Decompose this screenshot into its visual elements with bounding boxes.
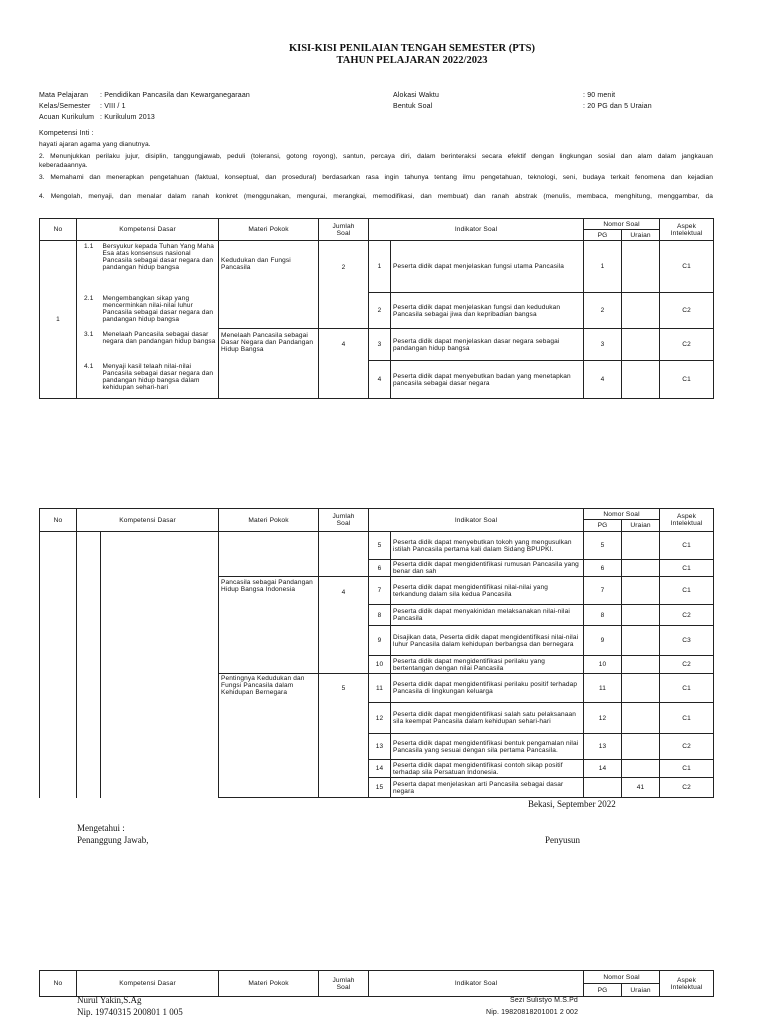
- indikator-number: 8: [369, 605, 391, 626]
- header-nomor-soal: Nomor Soal: [584, 219, 660, 230]
- nomor-soal-uraian: 41: [622, 778, 660, 798]
- kisi-kisi-table-page-3: [39, 970, 714, 997]
- nomor-soal-pg: 11: [584, 674, 622, 703]
- no-cell: 1: [40, 241, 77, 399]
- header-indikator: Indikator Soal: [369, 971, 584, 997]
- signer-1-nip: Nip. 19740315 200801 1 005: [77, 1007, 183, 1017]
- header-jumlah: Jumlah Soal: [319, 219, 369, 241]
- aspek-intelektual: C2: [660, 734, 714, 760]
- materi-pokok: Pentingnya Kedudukan dan Fungsi Pancasila dalam Kehidupan Bernegara: [219, 674, 319, 798]
- materi-pokok: Kedudukan dan Fungsi Pancasila: [219, 241, 319, 329]
- indikator-number: 12: [369, 703, 391, 734]
- indikator-number: 10: [369, 656, 391, 674]
- header-aspek: Aspek Intelektual: [660, 971, 714, 997]
- acuan-kurikulum-value: : Kurikulum 2013: [100, 114, 155, 121]
- indikator-text: Peserta didik dapat menjelaskan dasar negara sebagai pandangan hidup bangsa: [391, 329, 584, 361]
- table-header: [40, 971, 714, 997]
- table-row: [40, 241, 714, 293]
- nomor-soal-pg: 4: [584, 361, 622, 399]
- jumlah-soal: [319, 532, 369, 577]
- aspek-intelektual: C1: [660, 361, 714, 399]
- kisi-kisi-table-page-1: [39, 218, 714, 399]
- kelas-semester-label: Kelas/Semester: [39, 103, 91, 110]
- nomor-soal-pg: 3: [584, 329, 622, 361]
- nomor-soal-pg: 5: [584, 532, 622, 560]
- header-kd: Kompetensi Dasar: [77, 509, 219, 532]
- header-uraian: Uraian: [622, 520, 660, 532]
- table-body: [40, 532, 714, 798]
- header-nomor-soal: Nomor Soal: [584, 509, 660, 520]
- indikator-text: Peserta didik dapat mengidentifikasi salah satu pelaksanaan sila keempat Pancasila dalam kehidupan sehari-hari: [391, 703, 584, 734]
- jumlah-soal: 4: [319, 329, 369, 399]
- nomor-soal-uraian: [622, 760, 660, 778]
- nomor-soal-uraian: [622, 703, 660, 734]
- kd-text: Menelaah Pancasila sebagai dasar negara dan pandangan hidup bangsa: [101, 329, 219, 361]
- mata-pelajaran-value: : Pendidikan Pancasila dan Kewarganegaraan: [100, 92, 250, 99]
- indikator-text: Peserta didik dapat menyebutkan tokoh yang mengusulkan istilah Pancasila pertama kali dalam Sidang BPUPKI.: [391, 532, 584, 560]
- aspek-intelektual: C2: [660, 293, 714, 329]
- header-materi: Materi Pokok: [219, 509, 319, 532]
- penyusun-label: Penyusun: [545, 835, 581, 845]
- nomor-soal-uraian: [622, 241, 660, 293]
- header-kd: Kompetensi Dasar: [77, 971, 219, 997]
- table-header: [40, 509, 714, 532]
- jumlah-soal: 5: [319, 674, 369, 798]
- kisi-kisi-table-page-2: [39, 508, 714, 798]
- indikator-number: 13: [369, 734, 391, 760]
- aspek-intelektual: C1: [660, 577, 714, 605]
- nomor-soal-pg: 9: [584, 626, 622, 656]
- kd-number-cell: [77, 532, 101, 798]
- indikator-text: Peserta didik dapat mengidentifikasi rumusan Pancasila yang benar dan sah: [391, 560, 584, 577]
- table-body: [40, 241, 714, 399]
- nomor-soal-uraian: [622, 293, 660, 329]
- header-materi: Materi Pokok: [219, 971, 319, 997]
- table-row: [40, 532, 714, 560]
- signer-2-name: Sezi Sulistyo M.S.Pd: [510, 997, 578, 1004]
- kd-number: 4.1: [77, 361, 101, 399]
- nomor-soal-uraian: [622, 361, 660, 399]
- nomor-soal-pg: 8: [584, 605, 622, 626]
- nomor-soal-pg: 13: [584, 734, 622, 760]
- header-indikator: Indikator Soal: [369, 219, 584, 241]
- indikator-number: 11: [369, 674, 391, 703]
- table-row: [40, 329, 714, 361]
- nomor-soal-pg: 2: [584, 293, 622, 329]
- mengetahui-label: Mengetahui :: [77, 823, 125, 833]
- table-header-row: [40, 219, 714, 230]
- alokasi-waktu-label: Alokasi Waktu: [393, 92, 440, 99]
- jumlah-soal: 2: [319, 241, 369, 329]
- kd-number: 1.1: [77, 241, 101, 293]
- indikator-text: Peserta didik dapat menyebutkan badan yang menetapkan pancasila sebagai dasar negara: [391, 361, 584, 399]
- jumlah-soal: 4: [319, 577, 369, 674]
- kd-number: 3.1: [77, 329, 101, 361]
- materi-pokok: [219, 532, 319, 577]
- kompetensi-inti-label: Kompetensi Inti :: [39, 130, 94, 137]
- kompetensi-inti-line-2: 2. Menunjukkan perilaku jujur, disiplin, tanggungjawab, peduli (toleransi, gotong royong), santun, percaya diri, dalam berinteraksi secara efektif dengan lingkungan sosial dan alam dalam jangkauan: [39, 153, 713, 160]
- no-cell: [40, 532, 77, 798]
- aspek-intelektual: C2: [660, 656, 714, 674]
- header-pg: PG: [584, 984, 622, 997]
- nomor-soal-uraian: [622, 532, 660, 560]
- header-pg: PG: [584, 520, 622, 532]
- indikator-text: Peserta didik dapat mengidentifikasi perilaku positif terhadap Pancasila di lingkungan keluarga: [391, 674, 584, 703]
- penanggung-jawab-label: Penanggung Jawab,: [77, 835, 149, 845]
- aspek-intelektual: C1: [660, 703, 714, 734]
- aspek-intelektual: C1: [660, 241, 714, 293]
- header-aspek: Aspek Intelektual: [660, 509, 714, 532]
- aspek-intelektual: C2: [660, 605, 714, 626]
- nomor-soal-pg: 12: [584, 703, 622, 734]
- table-row: [40, 361, 714, 399]
- nomor-soal-pg: 10: [584, 656, 622, 674]
- indikator-text: Peserta didik dapat mengidentifikasi contoh sikap positif terhadap sila Persatuan Indonesia.: [391, 760, 584, 778]
- indikator-text: Peserta didik dapat mengidentifikasi perilaku yang bertentangan dengan nilai Pancasila: [391, 656, 584, 674]
- nomor-soal-pg: 1: [584, 241, 622, 293]
- header-nomor-soal: Nomor Soal: [584, 971, 660, 984]
- header-jumlah: Jumlah Soal: [319, 509, 369, 532]
- indikator-number: 15: [369, 778, 391, 798]
- kd-text: Mengembangkan sikap yang mencerminkan nilai-nilai luhur Pancasila sebagai dasar negara dan pandangan hidup bangsa: [101, 293, 219, 329]
- indikator-text: Peserta didik dapat menyakinidan melaksanakan nilai-nilai Pancasila: [391, 605, 584, 626]
- header-aspek: Aspek Intelektual: [660, 219, 714, 241]
- indikator-number: 1: [369, 241, 391, 293]
- nomor-soal-pg: 14: [584, 760, 622, 778]
- indikator-number: 2: [369, 293, 391, 329]
- bentuk-soal-value: : 20 PG dan 5 Uraian: [583, 103, 652, 110]
- nomor-soal-uraian: [622, 656, 660, 674]
- nomor-soal-uraian: [622, 329, 660, 361]
- header-jumlah: Jumlah Soal: [319, 971, 369, 997]
- document-title: KISI-KISI PENILAIAN TENGAH SEMESTER (PTS): [288, 43, 536, 54]
- aspek-intelektual: C2: [660, 329, 714, 361]
- materi-pokok: Menelaah Pancasila sebagai Dasar Negara dan Pandangan Hidup Bangsa: [219, 329, 319, 399]
- kd-text: Bersyukur kepada Tuhan Yang Maha Esa atas konsensus nasional Pancasila sebagai dasar negara dan pandangan hidup bangsa: [101, 241, 219, 293]
- indikator-number: 9: [369, 626, 391, 656]
- indikator-number: 7: [369, 577, 391, 605]
- document-subtitle: TAHUN PELAJARAN 2022/2023: [336, 55, 488, 66]
- nomor-soal-pg: 7: [584, 577, 622, 605]
- indikator-number: 5: [369, 532, 391, 560]
- nomor-soal-uraian: [622, 626, 660, 656]
- kompetensi-inti-line-4: 4. Mengolah, menyaji, dan menalar dalam ranah konkret (menggunakan, mengurai, merangkai, memodifikasi, dan membuat) dan ranah abstrak (menulis, membaca, menghitung, menggambar, da: [39, 193, 713, 200]
- aspek-intelektual: C1: [660, 532, 714, 560]
- materi-pokok: Pancasila sebagai Pandangan Hidup Bangsa Indonesia: [219, 577, 319, 674]
- aspek-intelektual: C1: [660, 760, 714, 778]
- nomor-soal-uraian: [622, 560, 660, 577]
- header-uraian: Uraian: [622, 984, 660, 997]
- indikator-text: Peserta didik dapat mengidentifikasi bentuk pengamalan nilai Pancasila yang sesuai dengan sila pertama Pancasila.: [391, 734, 584, 760]
- kompetensi-inti-line-3: 3. Memahami dan menerapkan pengetahuan (faktual, konseptual, dan prosedural) berdasarkan rasa ingin tahunya tentang ilmu pengetahuan, teknologi, seni, budaya terkait fenomena dan kejadian: [39, 174, 713, 181]
- header-indikator: Indikator Soal: [369, 509, 584, 532]
- mata-pelajaran-label: Mata Pelajaran: [39, 92, 89, 99]
- header-no: No: [40, 219, 77, 241]
- header-no: No: [40, 971, 77, 997]
- acuan-kurikulum-label: Acuan Kurikulum: [39, 114, 95, 121]
- indikator-number: 6: [369, 560, 391, 577]
- header-pg: PG: [584, 230, 622, 241]
- indikator-number: 3: [369, 329, 391, 361]
- aspek-intelektual: C1: [660, 674, 714, 703]
- indikator-text: Peserta didik dapat menjelaskan fungsi dan kedudukan Pancasila sebagai jiwa dan kepribadian bangsa: [391, 293, 584, 329]
- table-header-row: [40, 971, 714, 984]
- kompetensi-inti-line-2-cont: keberadaannya.: [39, 162, 88, 169]
- table-row: [40, 293, 714, 329]
- indikator-text: Peserta didik dapat menjelaskan fungsi utama Pancasila: [391, 241, 584, 293]
- aspek-intelektual: C1: [660, 560, 714, 577]
- indikator-text: Disajikan data, Peserta didik dapat mengidentifikasi nilai-nilai luhur Pancasila dalam kehidupan berbangsa dan bernegara: [391, 626, 584, 656]
- kd-number: 2.1: [77, 293, 101, 329]
- bentuk-soal-label: Bentuk Soal: [393, 103, 433, 110]
- indikator-number: 4: [369, 361, 391, 399]
- indikator-text: Peserta didik dapat mengidentifikasi nilai-nilai yang terkandung dalam sila kedua Pancasila: [391, 577, 584, 605]
- aspek-intelektual: C2: [660, 778, 714, 798]
- nomor-soal-uraian: [622, 605, 660, 626]
- place-date: Bekasi, September 2022: [528, 799, 616, 809]
- header-uraian: Uraian: [622, 230, 660, 241]
- table-header: [40, 219, 714, 241]
- signer-1-name: Nurul Yakin,S.Ag: [77, 995, 142, 1005]
- kd-text-cell: [101, 532, 219, 798]
- header-materi: Materi Pokok: [219, 219, 319, 241]
- nomor-soal-uraian: [622, 577, 660, 605]
- kompetensi-inti-line-1: hayati ajaran agama yang dianutnya.: [39, 141, 151, 148]
- nomor-soal-pg: 6: [584, 560, 622, 577]
- indikator-number: 14: [369, 760, 391, 778]
- header-no: No: [40, 509, 77, 532]
- aspek-intelektual: C3: [660, 626, 714, 656]
- kd-text: Menyaji kasil telaah nilai-nilai Pancasila sebagai dasar negara dan pandangan hidup bangsa dalam kehidupan sehari-hari: [101, 361, 219, 399]
- table-header-row: [40, 509, 714, 520]
- alokasi-waktu-value: : 90 menit: [583, 92, 616, 99]
- header-kd: Kompetensi Dasar: [77, 219, 219, 241]
- nomor-soal-uraian: [622, 734, 660, 760]
- nomor-soal-pg: [584, 778, 622, 798]
- indikator-text: Peserta dapat menjelaskan arti Pancasila sebagai dasar negara: [391, 778, 584, 798]
- signer-2-nip: Nip. 19820818201001 2 002: [486, 1009, 579, 1016]
- nomor-soal-uraian: [622, 674, 660, 703]
- kelas-semester-value: : VIII / 1: [100, 103, 126, 110]
